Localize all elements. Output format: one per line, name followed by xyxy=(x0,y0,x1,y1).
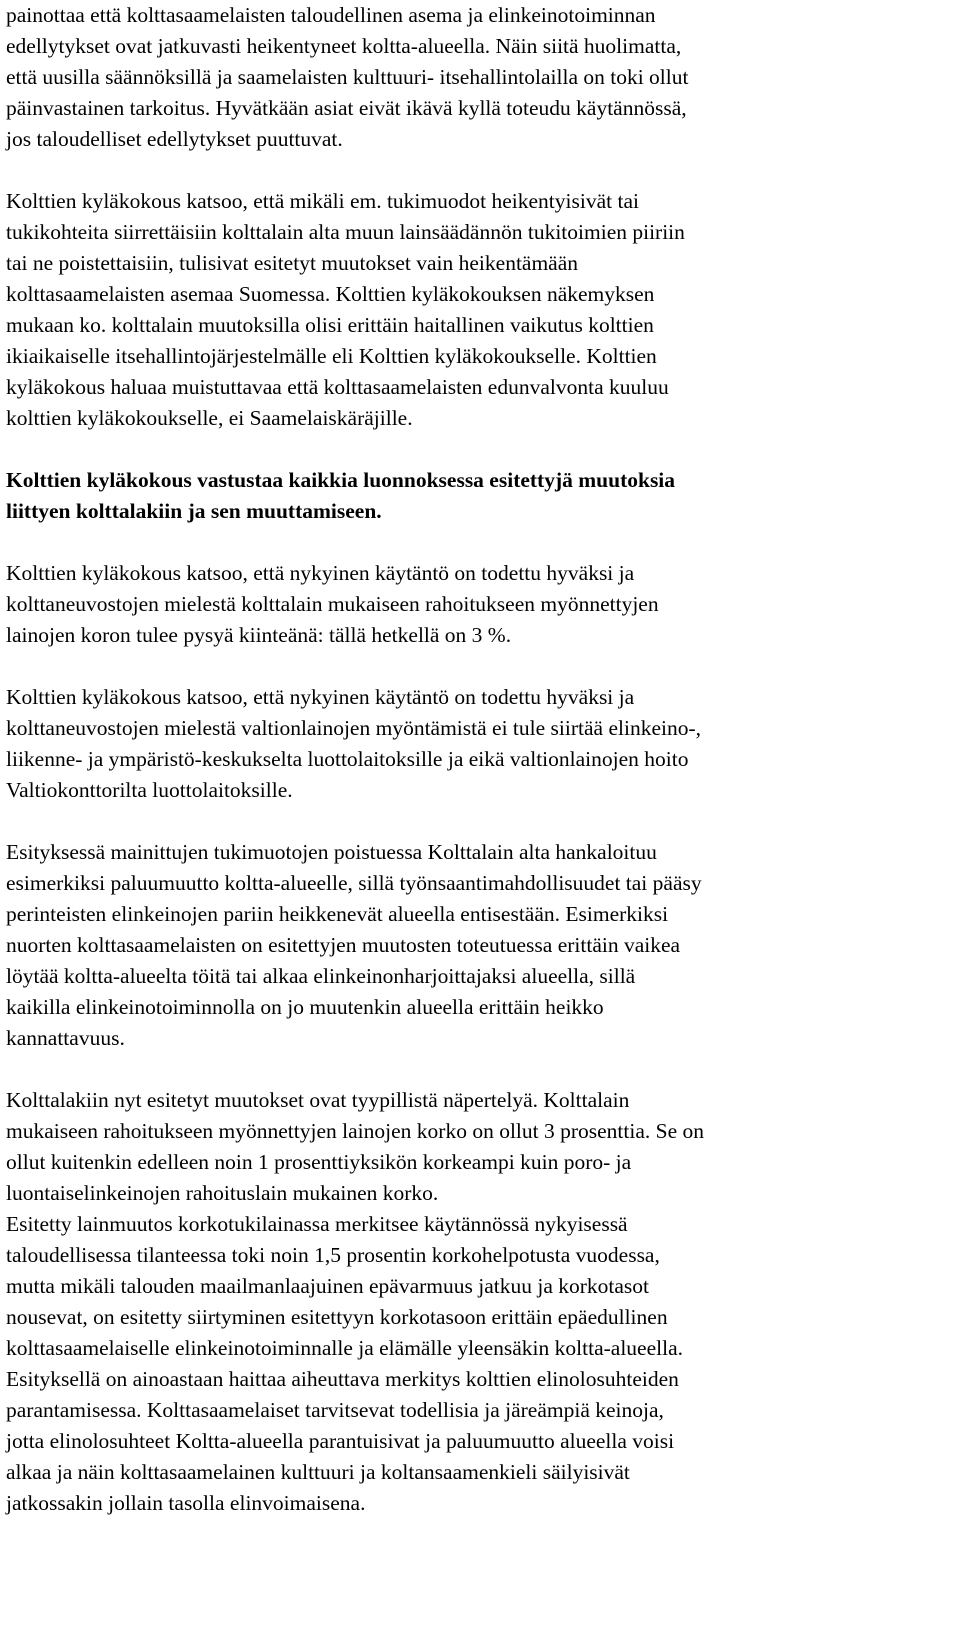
text-line: nousevat, on esitetty siirtyminen esitettyyn korkotasoon erittäin epäedullinen xyxy=(6,1305,668,1329)
bold-paragraph xyxy=(6,465,954,527)
text-line: jos taloudelliset edellytykset puuttuvat. xyxy=(6,127,343,151)
paragraph-spacer xyxy=(6,1054,954,1085)
paragraph xyxy=(6,682,954,806)
paragraph xyxy=(6,837,954,1054)
text-line: Kolttien kyläkokous katsoo, että mikäli em. tukimuodot heikentyisivät tai xyxy=(6,189,639,213)
text-line: kolttaneuvostojen mielestä kolttalain mukaiseen rahoitukseen myönnettyjen xyxy=(6,592,659,616)
text-line: nuorten kolttasaamelaisten on esitettyjen muutosten toteutuessa erittäin vaikea xyxy=(6,933,681,957)
paragraph-spacer xyxy=(6,806,954,837)
text-line: että uusilla säännöksillä ja saamelaisten kulttuuri- itsehallintolailla on toki ollut xyxy=(6,65,689,89)
text-line: taloudellisessa tilanteessa toki noin 1,5 prosentin korkohelpotusta vuodessa, xyxy=(6,1243,660,1267)
paragraph-spacer xyxy=(6,527,954,558)
paragraph-spacer xyxy=(6,434,954,465)
text-line: Kolttien kyläkokous katsoo, että nykyinen käytäntö on todettu hyväksi ja xyxy=(6,561,635,585)
text-line: Kolttien kyläkokous vastustaa kaikkia luonnoksessa esitettyjä muutoksia xyxy=(6,468,676,492)
text-line: esimerkiksi paluumuutto koltta-alueelle, sillä työnsaantimahdollisuudet tai pääsy xyxy=(6,871,702,895)
text-line: liittyen kolttalakiin ja sen muuttamiseen. xyxy=(6,499,382,523)
text-line: Esitetty lainmuutos korkotukilainassa merkitsee käytännössä nykyisessä xyxy=(6,1212,628,1236)
text-line: kyläkokous haluaa muistuttavaa että kolttasaamelaisten edunvalvonta kuuluu xyxy=(6,375,669,399)
paragraph-spacer xyxy=(6,651,954,682)
paragraph xyxy=(6,558,954,651)
text-line: mukaan ko. kolttalain muutoksilla olisi erittäin haitallinen vaikutus kolttien xyxy=(6,313,654,337)
text-line: kaikilla elinkeinotoiminnolla on jo muutenkin alueella erittäin heikko xyxy=(6,995,604,1019)
text-line: mukaiseen rahoitukseen myönnettyjen lainojen korko on ollut 3 prosenttia. Se on xyxy=(6,1119,705,1143)
text-line: kolttaneuvostojen mielestä valtionlainojen myöntämistä ei tule siirtää elinkeino-, xyxy=(6,716,701,740)
document-page xyxy=(6,0,954,1519)
text-line: päinvastainen tarkoitus. Hyvätkään asiat eivät ikävä kyllä toteudu käytännössä, xyxy=(6,96,687,120)
text-line: lainojen koron tulee pysyä kiinteänä: tällä hetkellä on 3 %. xyxy=(6,623,512,647)
text-line: parantamisessa. Kolttasaamelaiset tarvitsevat todellisia ja järeämpiä keinoja, xyxy=(6,1398,664,1422)
text-line: kolttasaamelaisten asemaa Suomessa. Kolttien kyläkokouksen näkemyksen xyxy=(6,282,655,306)
text-line: jatkossakin jollain tasolla elinvoimaisena. xyxy=(6,1491,366,1515)
text-line: tai ne poistettaisiin, tulisivat esitetyt muutokset vain heikentämään xyxy=(6,251,579,275)
paragraph xyxy=(6,186,954,434)
text-line: liikenne- ja ympäristö-keskukselta luottolaitoksille ja eikä valtionlainojen hoito xyxy=(6,747,689,771)
text-line: kolttien kyläkokoukselle, ei Saamelaiskäräjille. xyxy=(6,406,413,430)
text-line: löytää koltta-alueelta töitä tai alkaa elinkeinonharjoittajaksi alueella, sillä xyxy=(6,964,636,988)
paragraph-spacer xyxy=(6,155,954,186)
text-line: edellytykset ovat jatkuvasti heikentyneet koltta-alueella. Näin siitä huolimatta, xyxy=(6,34,682,58)
text-line: kannattavuus. xyxy=(6,1026,125,1050)
text-line: Esityksessä mainittujen tukimuotojen poistuessa Kolttalain alta hankaloituu xyxy=(6,840,657,864)
text-line: ikiaikaiselle itsehallintojärjestelmälle eli Kolttien kyläkokoukselle. Kolttien xyxy=(6,344,657,368)
text-line: Kolttalakiin nyt esitetyt muutokset ovat tyypillistä näpertelyä. Kolttalain xyxy=(6,1088,630,1112)
text-line: jotta elinolosuhteet Koltta-alueella parantuisivat ja paluumuutto alueella voisi xyxy=(6,1429,675,1453)
text-line: Kolttien kyläkokous katsoo, että nykyinen käytäntö on todettu hyväksi ja xyxy=(6,685,635,709)
text-line: ollut kuitenkin edelleen noin 1 prosenttiyksikön korkeampi kuin poro- ja xyxy=(6,1150,632,1174)
text-line: Valtiokonttorilta luottolaitoksille. xyxy=(6,778,293,802)
text-line: painottaa että kolttasaamelaisten taloudellinen asema ja elinkeinotoiminnan xyxy=(6,3,656,27)
text-line: Esityksellä on ainoastaan haittaa aiheuttava merkitys kolttien elinolosuhteiden xyxy=(6,1367,679,1391)
text-line: perinteisten elinkeinojen pariin heikkenevät alueella entisestään. Esimerkiksi xyxy=(6,902,669,926)
paragraph xyxy=(6,0,954,155)
text-line: kolttasaamelaiselle elinkeinotoiminnalle ja elämälle yleensäkin koltta-alueella. xyxy=(6,1336,683,1360)
text-line: tukikohteita siirrettäisiin kolttalain alta muun lainsäädännön tukitoimien piiriin xyxy=(6,220,685,244)
text-line: luontaiselinkeinojen rahoituslain mukainen korko. xyxy=(6,1181,439,1205)
text-line: mutta mikäli talouden maailmanlaajuinen epävarmuus jatkuu ja korkotasot xyxy=(6,1274,650,1298)
paragraph xyxy=(6,1085,954,1519)
text-line: alkaa ja näin kolttasaamelainen kulttuuri ja koltansaamenkieli säilyisivät xyxy=(6,1460,630,1484)
